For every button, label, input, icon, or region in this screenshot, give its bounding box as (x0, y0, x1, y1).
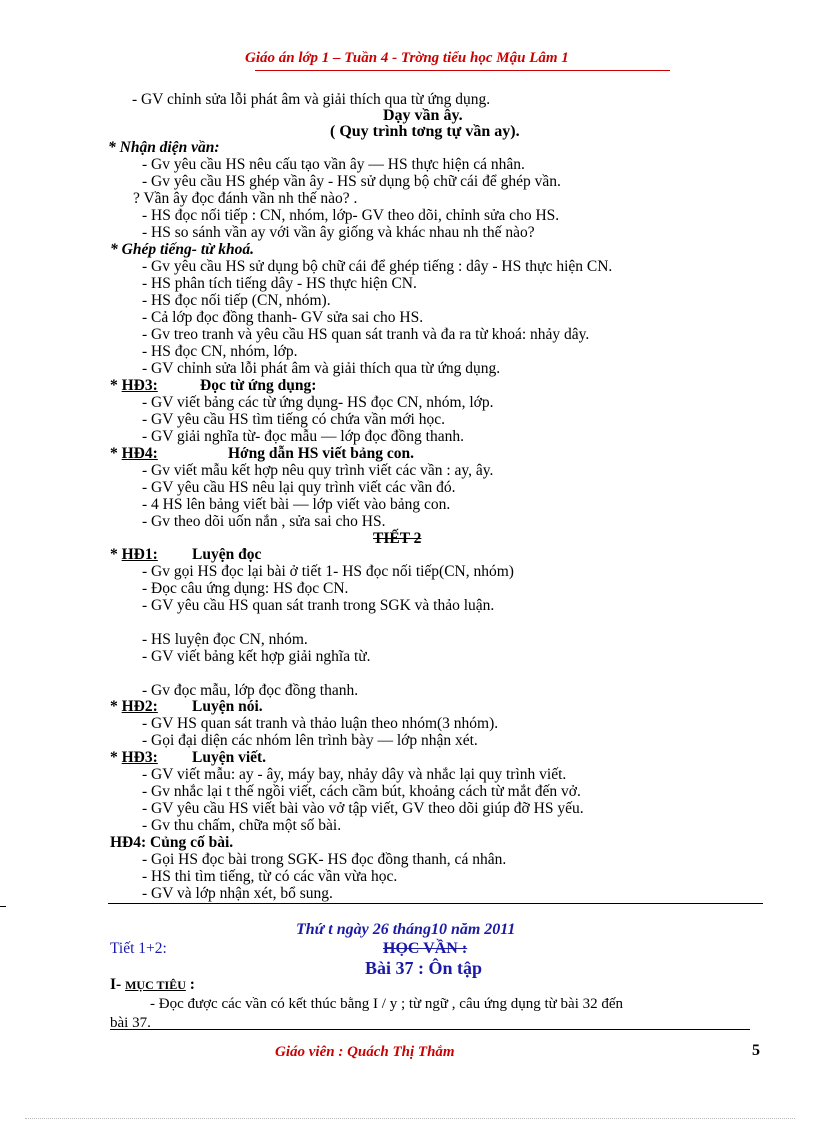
heading-nhan-dien-van: * Nhận diện vần: (108, 139, 220, 156)
section-subtitle: ( Quy trình tơng tự vần ay). (330, 123, 520, 140)
heading-label: HĐ3: (121, 377, 158, 394)
heading-label: HĐ1: (121, 546, 158, 563)
heading-ghep-tieng: * Ghép tiếng- từ khoá. (110, 241, 255, 258)
text-line: - GV yêu cầu HS quan sát tranh trong SGK và thảo luận. (142, 597, 495, 614)
text-line: - GV yêu cầu HS viết bài vào vở tập viết, GV theo dõi giúp đỡ HS yếu. (142, 800, 584, 817)
tiet-2-heading: TIẾT 2 (373, 530, 422, 547)
text-line: - GV viết bảng kết hợp giải nghĩa từ. (142, 648, 371, 665)
text-line: - Cả lớp đọc đồng thanh- GV sửa sai cho HS. (142, 309, 424, 326)
text-line: - Gv treo tranh và yêu cầu HS quan sát tranh và đa ra từ khoá: nhảy dây. (142, 326, 590, 343)
text-line: - Gọi HS đọc bài trong SGK- HS đọc đồng thanh, cá nhân. (142, 851, 507, 868)
text-line: - Gv thu chấm, chữa một số bài. (142, 817, 342, 834)
page-bottom-border (25, 1118, 795, 1119)
text-line: - GV yêu cầu HS nêu lại quy trình viết các vần đó. (142, 479, 456, 496)
heading-suffix: : (185, 976, 195, 993)
text-line: - Gọi đại diện các nhóm lên trình bày — lớp nhận xét. (142, 732, 478, 749)
text-line: ? Vần ây đọc đánh vần nh thế nào? . (133, 190, 358, 207)
date-line: Thứ t ngày 26 tháng10 năm 2011 (296, 921, 516, 938)
tiet-1-2-label: Tiết 1+2: (110, 940, 167, 957)
heading-prefix: * (110, 546, 122, 563)
heading-prefix: * (110, 445, 122, 462)
footer-teacher: Giáo viên : Quách Thị Thắm (275, 1044, 455, 1060)
margin-mark (0, 906, 6, 907)
text-line: - GV viết mẫu: ay - ây, máy bay, nhảy dây và nhắc lại quy trình viết. (142, 766, 567, 783)
heading-text: Hớng dẫn HS viết bảng con. (228, 445, 415, 462)
heading-hd4 (110, 445, 415, 462)
heading-prefix: * (110, 377, 122, 394)
text-line: - GV giải nghĩa từ- đọc mẫu — lớp đọc đồng thanh. (142, 428, 464, 445)
page-number: 5 (752, 1042, 760, 1059)
page-header: Giáo án lớp 1 – Tuần 4 - Trờng tiểu học Mậu Lâm 1 (245, 50, 569, 66)
text-line: - GV yêu cầu HS tìm tiếng có chứa vần mới học. (142, 411, 445, 428)
text-line: - HS đọc CN, nhóm, lớp. (142, 343, 298, 360)
lesson-title: Bài 37 : Ôn tập (365, 958, 483, 978)
heading-label: HĐ2: (121, 698, 158, 715)
heading-label: HĐ3: (121, 749, 158, 766)
heading-prefix: I- (110, 976, 122, 993)
heading-text: Luyện đọc (192, 546, 262, 563)
text-line: - GV HS quan sát tranh và thảo luận theo nhóm(3 nhóm). (142, 715, 499, 732)
text-line: - GV chỉnh sửa lỗi phát âm và giải thích qua từ ứng dụng. (142, 360, 501, 377)
text-line: - HS thi tìm tiếng, từ có các vần vừa học. (142, 868, 398, 885)
heading-hd4-cung-co: HĐ4: Củng cố bài. (110, 834, 234, 851)
text-line: - Gv yêu cầu HS sử dụng bộ chữ cái để ghép tiếng : dây - HS thực hiện CN. (142, 258, 613, 275)
text-line: - Đọc câu ứng dụng: HS đọc CN. (142, 580, 349, 597)
section-title: Dạy vần ây. (383, 107, 463, 124)
heading-label: MỤC TIÊU (125, 978, 186, 992)
text-line: - Gv yêu cầu HS ghép vần ây - HS sử dụng bộ chữ cái để ghép vần. (142, 173, 561, 190)
text-line: - HS so sánh vần ay với vần ây giống và khác nhau nh thế nào? (142, 224, 535, 241)
text-line: - Gv gọi HS đọc lại bài ở tiết 1- HS đọc nối tiếp(CN, nhóm) (142, 563, 514, 580)
text-line: - 4 HS lên bảng viết bài — lớp viết vào bảng con. (142, 496, 451, 513)
text-line: - Gv nhắc lại t thế ngồi viết, cách cầm bút, khoảng cách từ mắt đến vở. (142, 783, 581, 800)
objective-rule (110, 1029, 750, 1030)
text-line: - HS đọc nối tiếp : CN, nhóm, lớp- GV theo dõi, chỉnh sửa cho HS. (142, 207, 560, 224)
text-line: - GV chỉnh sửa lỗi phát âm và giải thích qua từ ứng dụng. (132, 91, 491, 108)
text-line: - HS luyện đọc CN, nhóm. (142, 631, 308, 648)
text-line: - GV viết bảng các từ ứng dụng- HS đọc CN, nhóm, lớp. (142, 394, 494, 411)
heading-text: Đọc từ ứng dụng: (200, 377, 317, 394)
muc-tieu-heading (110, 977, 195, 993)
heading-prefix: * (110, 698, 122, 715)
heading-hd3-luyen-viet (110, 749, 267, 766)
text-line: - Gv yêu cầu HS nêu cấu tạo vần ây — HS thực hiện cá nhân. (142, 156, 525, 173)
heading-hd1 (110, 546, 262, 563)
objective-line-continued: bài 37. (110, 1015, 151, 1031)
section-divider (108, 903, 763, 904)
text-line: - Gv đọc mẫu, lớp đọc đồng thanh. (142, 682, 359, 699)
heading-hd3 (110, 377, 317, 394)
text-line: - Gv theo dõi uốn nắn , sửa sai cho HS. (142, 513, 386, 530)
heading-text: Luyện nói. (192, 698, 263, 715)
header-rule (255, 70, 670, 71)
text-line: - Gv viết mẫu kết hợp nêu quy trình viết các vần : ay, ây. (142, 462, 494, 479)
heading-label: HĐ4: (121, 445, 158, 462)
heading-text: Luyện viết. (192, 749, 267, 766)
heading-prefix: * (110, 749, 122, 766)
subject-heading: HỌC VẦN : (383, 940, 468, 957)
heading-hd2 (110, 698, 263, 715)
text-line: - HS đọc nối tiếp (CN, nhóm). (142, 292, 331, 309)
objective-line: - Đọc được các vần có kết thúc bằng I / y ; từ ngữ , câu ứng dụng từ bài 32 đến (150, 996, 624, 1012)
text-line: - HS phân tích tiếng dây - HS thực hiện CN. (142, 275, 417, 292)
text-line: - GV và lớp nhận xét, bổ sung. (142, 885, 333, 902)
